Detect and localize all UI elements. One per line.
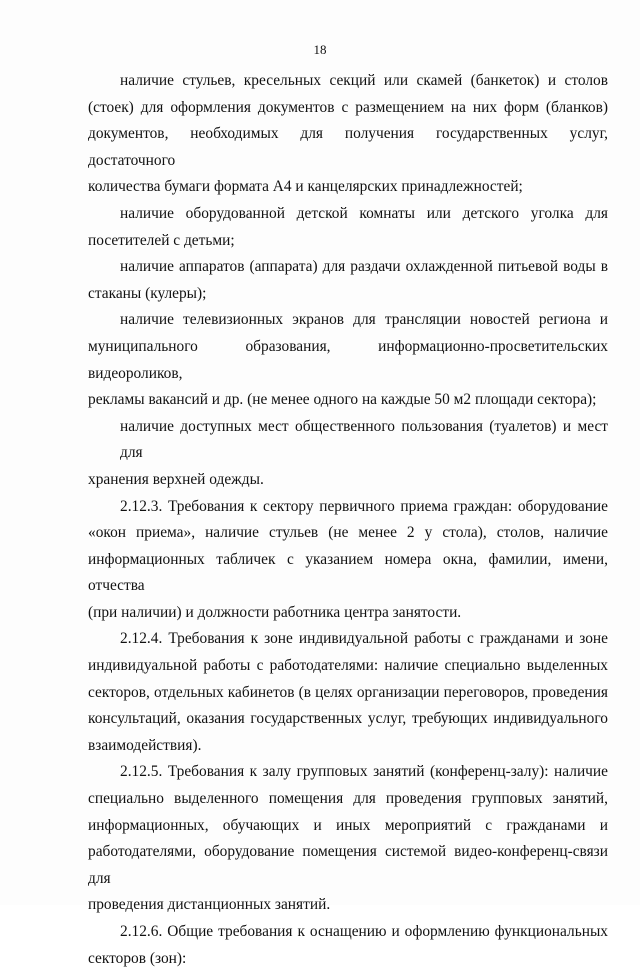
text-line: (при наличии) и должности работника центра занятости. bbox=[88, 603, 462, 621]
text-line: наличие оборудованной детской комнаты или детского уголка для bbox=[120, 204, 608, 222]
text-line: рекламы вакансий и др. (не менее одного на каждые 50 м2 площади сектора); bbox=[88, 391, 597, 409]
paragraph bbox=[88, 759, 608, 919]
text-line: посетителей с детьми; bbox=[88, 231, 235, 249]
text-line: наличие телевизионных экранов для трансляции новостей региона и bbox=[120, 311, 608, 329]
paragraph bbox=[88, 201, 608, 254]
paragraph bbox=[88, 626, 608, 759]
text-line: секторов (зон): bbox=[88, 949, 187, 967]
paragraph bbox=[88, 307, 608, 413]
text-line: 2.12.3. Требования к сектору первичного приема граждан: оборудование bbox=[120, 497, 608, 515]
text-line: (стоек) для оформления документов с размещением на них форм (бланков) bbox=[88, 98, 608, 116]
paragraph bbox=[88, 68, 608, 201]
text-line: секторов, отдельных кабинетов (в целях организации переговоров, проведения bbox=[88, 683, 608, 701]
page-number: 18 bbox=[313, 42, 327, 57]
paragraph bbox=[88, 254, 608, 307]
text-line: консультаций, оказания государственных услуг, требующих индивидуального bbox=[88, 710, 608, 728]
text-line: наличие стульев, кресельных секций или скамей (банкеток) и столов bbox=[120, 72, 608, 89]
text-line: «окон приема», наличие стульев (не менее 2 у стола), столов, наличие bbox=[88, 524, 608, 542]
text-line: работодателями, оборудование помещения системой видео-конференц-связи для bbox=[88, 843, 608, 887]
text-line: информационных табличек с указанием номера окна, фамилии, имени, отчества bbox=[88, 550, 608, 595]
text-line: 2.12.6. Общие требования к оснащению и оформлению функциональных bbox=[120, 923, 608, 940]
paragraph bbox=[88, 494, 608, 627]
text-line: взаимодействия). bbox=[88, 736, 202, 754]
text-line: документов, необходимых для получения государственных услуг, достаточного bbox=[88, 125, 608, 169]
text-line: информационных, обучающих и иных мероприятий с гражданами и bbox=[88, 816, 608, 834]
text-line: 2.12.4. Требования к зоне индивидуальной работы с гражданами и зоне bbox=[120, 630, 608, 648]
text-line: стаканы (кулеры); bbox=[88, 284, 207, 302]
text-line: проведения дистанционных занятий. bbox=[88, 896, 331, 914]
paragraph bbox=[88, 919, 608, 972]
paragraph bbox=[88, 414, 608, 494]
text-line: количества бумаги формата А4 и канцелярских принадлежностей; bbox=[88, 178, 523, 196]
document-body bbox=[88, 68, 608, 972]
text-line: индивидуальной работы с работодателями: наличие специально выделенных bbox=[88, 657, 608, 675]
text-line: наличие аппаратов (аппарата) для раздачи охлажденной питьевой воды в bbox=[120, 258, 608, 276]
text-line: наличие доступных мест общественного пользования (туалетов) и мест для bbox=[120, 417, 608, 462]
text-line: 2.12.5. Требования к залу групповых занятий (конференц-залу): наличие bbox=[120, 763, 608, 781]
text-line: специально выделенного помещения для проведения групповых занятий, bbox=[88, 790, 608, 808]
text-line: хранения верхней одежды. bbox=[88, 470, 264, 488]
text-line: муниципального образования, информационно-просветительских видеороликов, bbox=[88, 337, 608, 382]
